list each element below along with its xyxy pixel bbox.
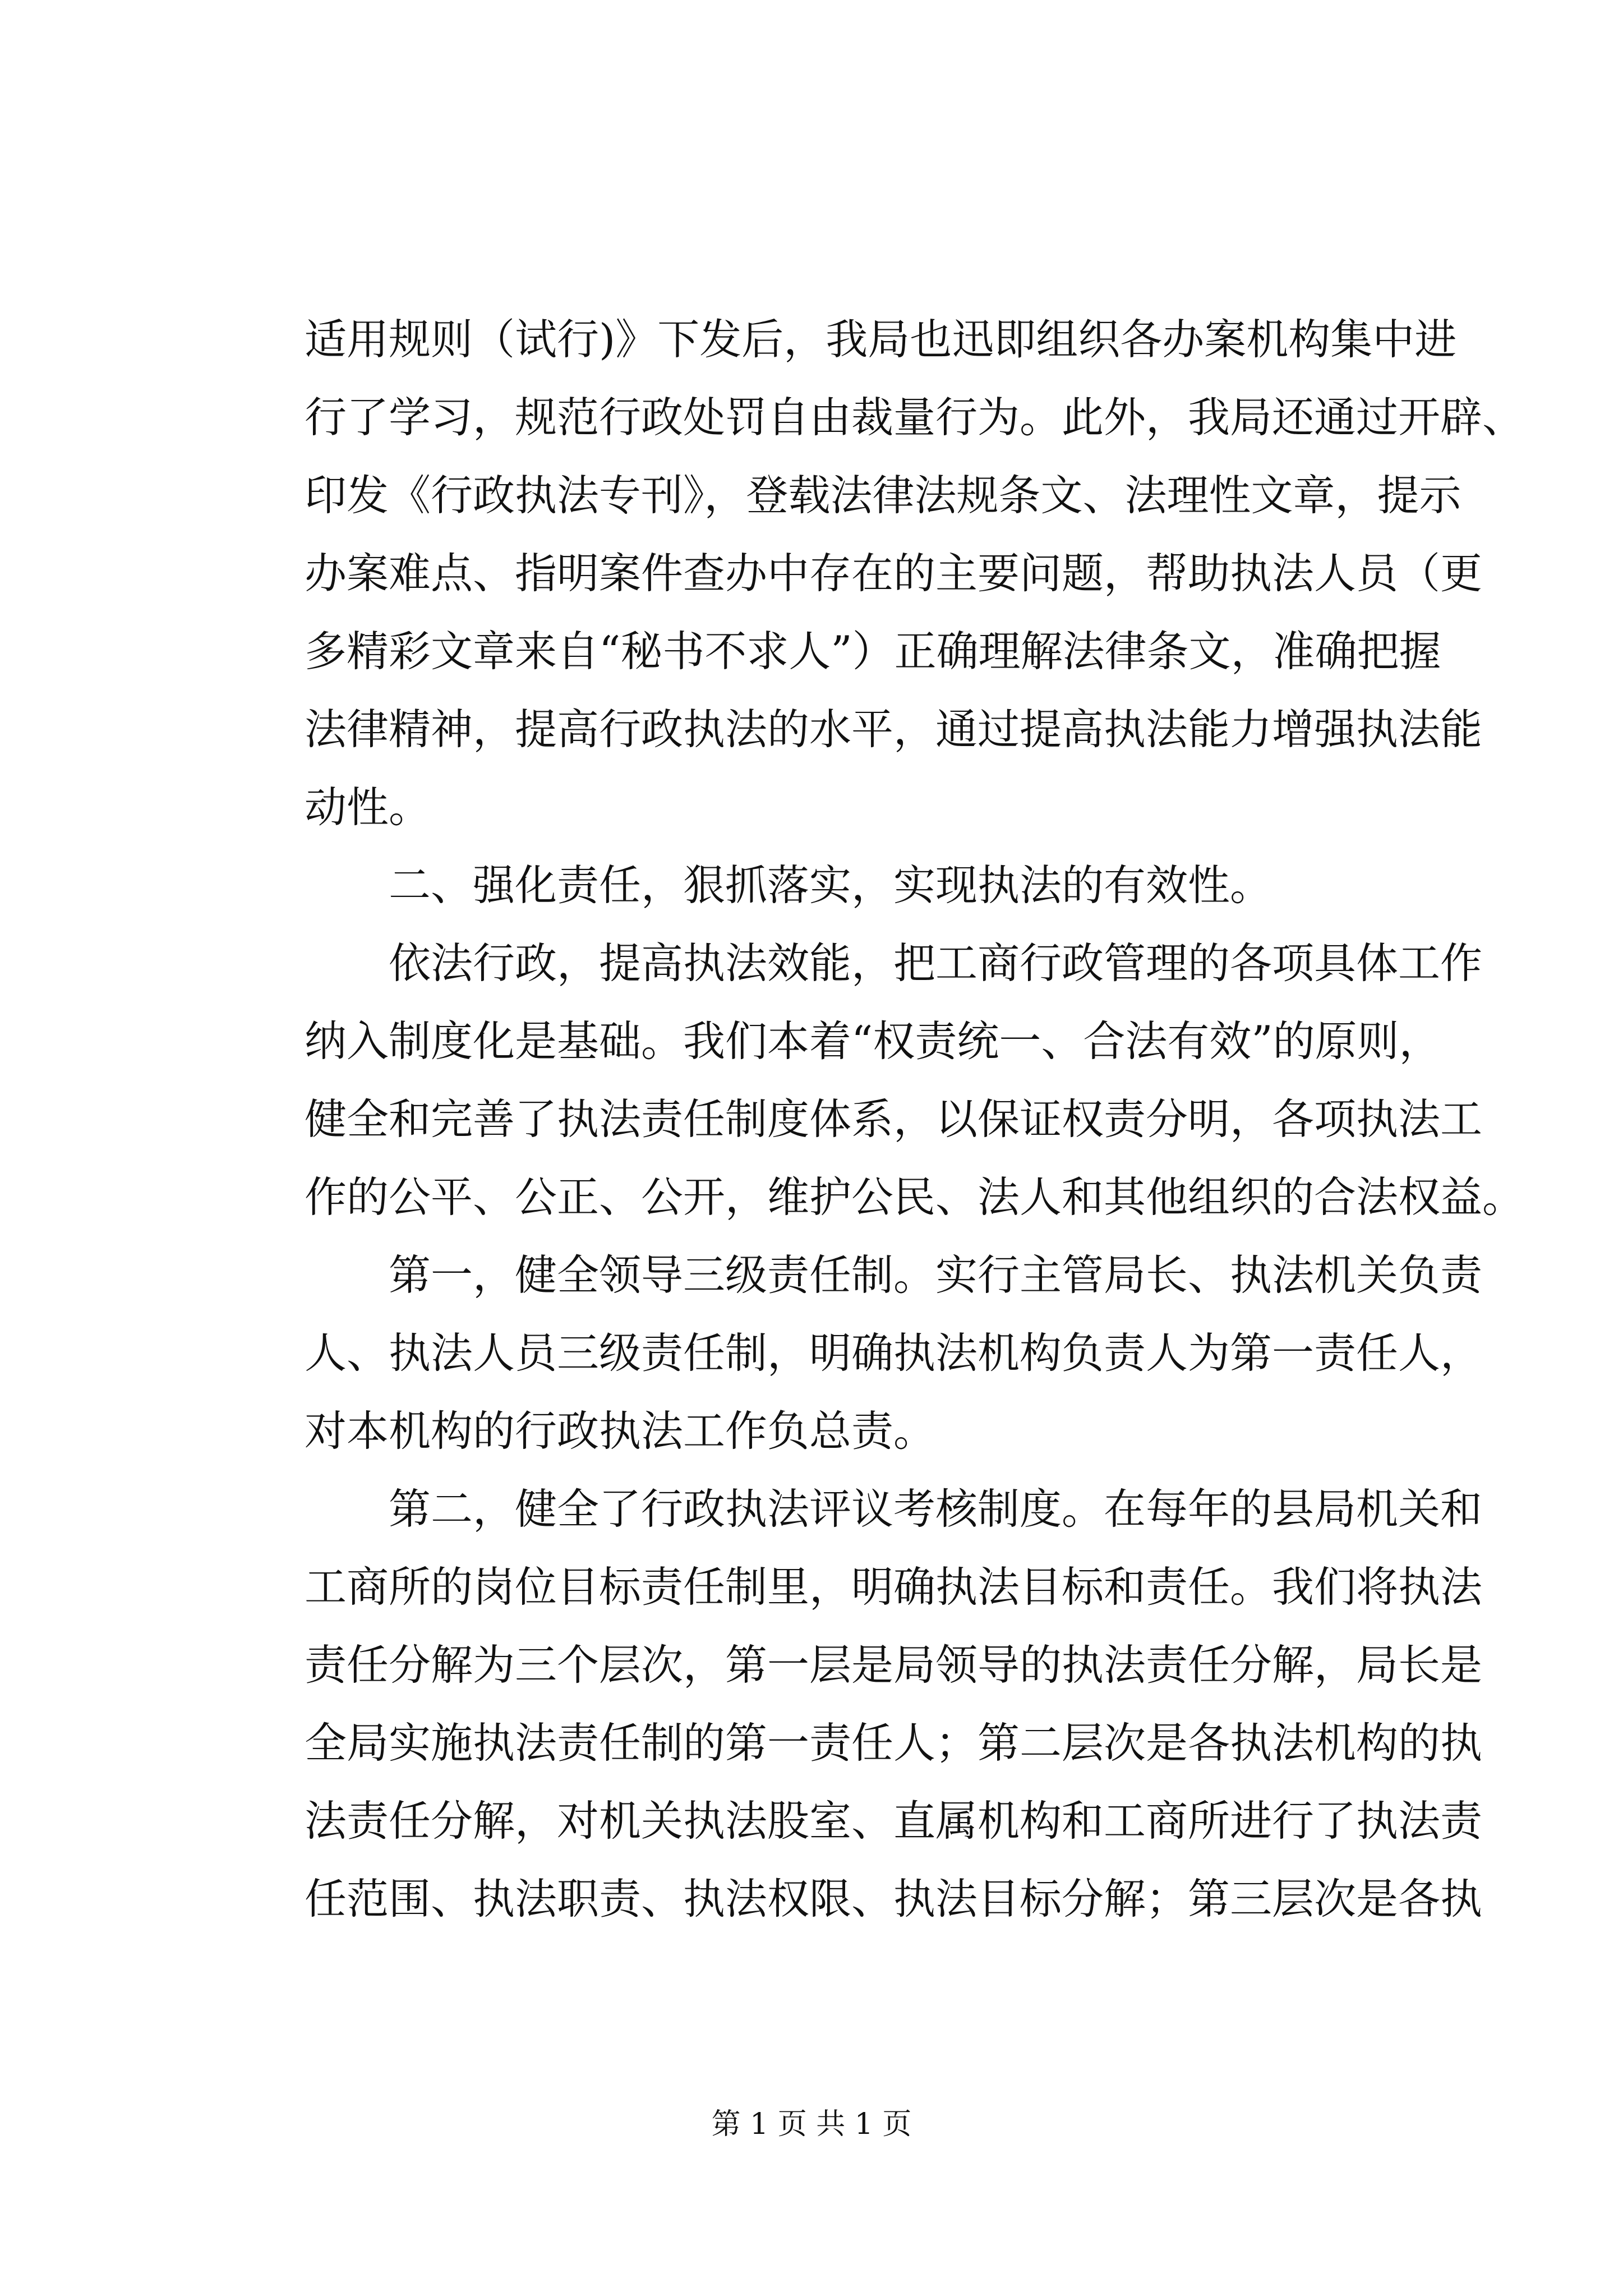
text-line: 全局实施执法责任制的第一责任人；第二层次是各执法机构的执 [305,1718,1483,1768]
text-line: 印发《行政执法专刊》，登载法律法规条文、法理性文章，提示 [305,471,1461,520]
paragraph-start-line: 依法行政，提高执法效能，把工商行政管理的各项具体工作 [389,938,1483,988]
text-line: 工商所的岗位目标责任制里，明确执法目标和责任。我们将执法 [305,1562,1483,1612]
text-line: 健全和完善了执法责任制度体系，以保证权责分明，各项执法工 [305,1094,1483,1144]
text-line: 动性。 [305,783,431,832]
text-line: 法责任分解，对机关执法股室、直属机构和工商所进行了执法责 [305,1796,1483,1846]
text-line: 法律精神，提高行政执法的水平，通过提高执法能力增强执法能 [305,705,1483,754]
text-line: 责任分解为三个层次，第一层是局领导的执法责任分解，局长是 [305,1640,1483,1690]
text-line: 多精彩文章来自“秘书不求人”）正确理解法律条文，准确把握 [305,627,1441,676]
text-line: 适用规则（试行)》下发后，我局也迅即组织各办案机构集中进 [305,315,1457,364]
paragraph-start-line: 第一，健全领导三级责任制。实行主管局长、执法机关负责 [389,1250,1483,1300]
page-number-footer: 第 1 页 共 1 页 [711,2108,912,2141]
text-line: 对本机构的行政执法工作负总责。 [305,1406,936,1456]
text-line: 人、执法人员三级责任制，明确执法机构负责人为第一责任人， [305,1328,1483,1378]
paragraph-start-line: 第二，健全了行政执法评议考核制度。在每年的县局机关和 [389,1484,1483,1534]
text-line: 任范围、执法职责、执法权限、执法目标分解；第三层次是各执 [305,1874,1483,1924]
text-line: 纳入制度化是基础。我们本着“权责统一、合法有效”的原则， [305,1016,1441,1066]
section-heading: 二、强化责任，狠抓落实，实现执法的有效性。 [389,861,1272,910]
text-line: 作的公平、公正、公开，维护公民、法人和其他组织的合法权益。 [305,1172,1525,1222]
text-line: 办案难点、指明案件查办中存在的主要问题，帮助执法人员（更 [305,549,1483,598]
text-line: 行了学习，规范行政处罚自由裁量行为。此外，我局还通过开辟、 [305,393,1525,442]
